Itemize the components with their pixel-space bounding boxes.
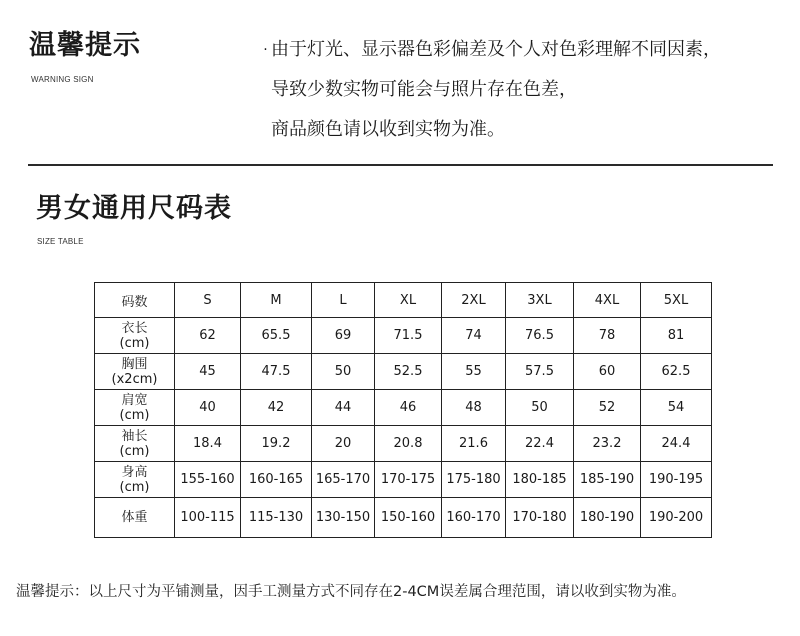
table-cell: 48: [442, 390, 506, 426]
notice-line-3: [260, 110, 790, 150]
row-label-shoulder: [95, 390, 175, 426]
table-cell: 62: [175, 318, 241, 354]
row-label-sleeve: [95, 426, 175, 462]
table-cell: 52: [574, 390, 641, 426]
warning-title: 温馨提示: [29, 30, 141, 61]
size-header-4xl: 4XL: [574, 283, 641, 318]
warning-subtitle: WARNING SIGN: [31, 75, 94, 84]
size-header-row: [95, 283, 712, 318]
notice-text-3: 商品颜色请以收到实物为准。: [271, 119, 505, 140]
size-header-2xl: 2XL: [442, 283, 506, 318]
row-label-unit: (cm): [119, 407, 150, 423]
row-label-unit: (x2cm): [111, 371, 158, 387]
row-label-chest: [95, 354, 175, 390]
table-row-weight: [95, 498, 712, 538]
row-label-unit: (cm): [119, 479, 150, 495]
table-cell: 54: [641, 390, 712, 426]
table-cell: 20.8: [375, 426, 442, 462]
table-cell: 170-180: [506, 498, 574, 538]
table-cell: 19.2: [241, 426, 312, 462]
size-table: [94, 282, 712, 538]
table-cell: 62.5: [641, 354, 712, 390]
bullet-dot-icon: ·: [263, 42, 268, 58]
table-cell: 190-200: [641, 498, 712, 538]
table-row-chest: [95, 354, 712, 390]
table-cell: 165-170: [312, 462, 375, 498]
table-cell: 150-160: [375, 498, 442, 538]
size-table-title: 男女通用尺码表: [36, 193, 232, 224]
table-cell: 155-160: [175, 462, 241, 498]
table-cell: 81: [641, 318, 712, 354]
table-cell: 185-190: [574, 462, 641, 498]
table-cell: 55: [442, 354, 506, 390]
table-cell: 44: [312, 390, 375, 426]
table-cell: 23.2: [574, 426, 641, 462]
table-cell: 160-165: [241, 462, 312, 498]
notice-text-2: 导致少数实物可能会与照片存在色差，: [271, 79, 577, 100]
table-row-shoulder: [95, 390, 712, 426]
table-cell: 47.5: [241, 354, 312, 390]
row-label-unit: (cm): [119, 335, 150, 351]
table-row-height: [95, 462, 712, 498]
size-header-5xl: 5XL: [641, 283, 712, 318]
table-cell: 74: [442, 318, 506, 354]
size-header-3xl: 3XL: [506, 283, 574, 318]
notice-line-2: [260, 70, 790, 110]
row-label-text: 衣长: [121, 320, 148, 336]
size-header-l: L: [312, 283, 375, 318]
size-table-subtitle: SIZE TABLE: [37, 237, 84, 246]
table-cell: 52.5: [375, 354, 442, 390]
table-cell: 60: [574, 354, 641, 390]
row-label-unit: (cm): [119, 443, 150, 459]
table-cell: 71.5: [375, 318, 442, 354]
table-cell: 50: [506, 390, 574, 426]
table-cell: 190-195: [641, 462, 712, 498]
table-cell: 57.5: [506, 354, 574, 390]
row-label-text: 肩宽: [121, 392, 148, 408]
table-cell: 69: [312, 318, 375, 354]
row-label-height: [95, 462, 175, 498]
size-header-label: 码数: [95, 283, 175, 318]
table-cell: 175-180: [442, 462, 506, 498]
table-cell: 100-115: [175, 498, 241, 538]
table-cell: 180-185: [506, 462, 574, 498]
notice-line-1: [260, 30, 790, 70]
table-cell: 160-170: [442, 498, 506, 538]
table-cell: 40: [175, 390, 241, 426]
table-row-sleeve: [95, 426, 712, 462]
table-cell: 22.4: [506, 426, 574, 462]
row-label-text: 身高: [121, 464, 148, 480]
table-cell: 115-130: [241, 498, 312, 538]
size-header-xl: XL: [375, 283, 442, 318]
table-cell: 65.5: [241, 318, 312, 354]
table-cell: 76.5: [506, 318, 574, 354]
row-label-text: 袖长: [121, 428, 148, 444]
table-cell: 18.4: [175, 426, 241, 462]
size-header-s: S: [175, 283, 241, 318]
table-cell: 180-190: [574, 498, 641, 538]
row-label-text: 体重: [121, 510, 148, 525]
row-label-text: 胸围: [121, 356, 148, 372]
size-header-m: M: [241, 283, 312, 318]
row-label-length: [95, 318, 175, 354]
notice-text-1: 由于灯光、显示器色彩偏差及个人对色彩理解不同因素，: [271, 39, 721, 60]
table-cell: 21.6: [442, 426, 506, 462]
table-cell: 20: [312, 426, 375, 462]
section-divider: [28, 164, 773, 166]
row-label-weight: [95, 498, 175, 538]
measurement-footnote: 温馨提示：以上尺寸为平铺测量，因手工测量方式不同存在2-4CM误差属合理范围，请以收到实物为准。: [16, 584, 686, 600]
table-cell: 45: [175, 354, 241, 390]
table-cell: 24.4: [641, 426, 712, 462]
table-cell: 46: [375, 390, 442, 426]
table-cell: 42: [241, 390, 312, 426]
table-cell: 130-150: [312, 498, 375, 538]
table-cell: 50: [312, 354, 375, 390]
table-row-length: [95, 318, 712, 354]
table-cell: 170-175: [375, 462, 442, 498]
table-cell: 78: [574, 318, 641, 354]
color-notice: [260, 30, 790, 150]
